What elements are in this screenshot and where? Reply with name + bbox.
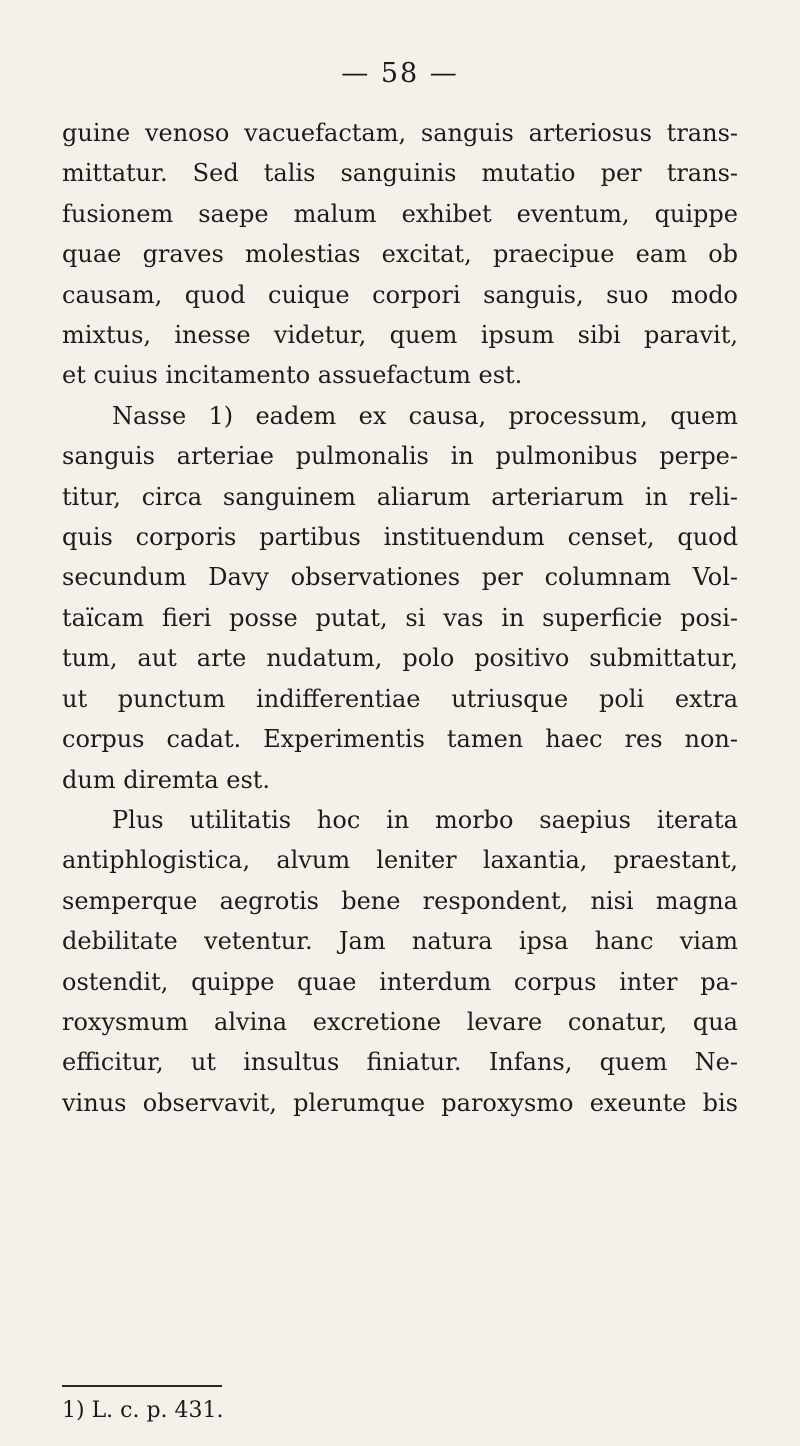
text-line: titur, circa sanguinem aliarum arteriarum in reli-: [62, 482, 738, 511]
text-line: antiphlogistica, alvum leniter laxantia, praestant,: [62, 846, 738, 875]
text-line: et cuius incitamento assuefactum est.: [62, 361, 523, 390]
text-line: tum, aut arte nudatum, polo positivo submittatur,: [62, 644, 738, 673]
text-line: causam, quod cuique corpori sanguis, suo modo: [62, 280, 738, 309]
text-line: ostendit, quippe quae interdum corpus inter pa-: [62, 967, 738, 996]
text-line: secundum Davy observationes per columnam Vol-: [62, 563, 738, 592]
text-line: fusionem saepe malum exhibet eventum, quippe: [62, 199, 738, 228]
text-line: semperque aegrotis bene respondent, nisi magna: [62, 886, 738, 915]
text-line: mittatur. Sed talis sanguinis mutatio per trans-: [62, 159, 738, 188]
body-text: [62, 113, 738, 1123]
paragraph: [62, 113, 738, 396]
footnote: 1) L. c. p. 431.: [62, 1398, 224, 1423]
text-line: mixtus, inesse videtur, quem ipsum sibi paravit,: [62, 321, 738, 350]
text-line: quae graves molestias excitat, praecipue eam ob: [62, 240, 738, 269]
text-line: quis corporis partibus instituendum censet, quod: [62, 523, 738, 552]
text-line: guine venoso vacuefactam, sanguis arteriosus trans-: [62, 119, 738, 147]
text-line: roxysmum alvina excretione levare conatur, qua: [62, 1007, 738, 1036]
text-line: taïcam fieri posse putat, si vas in superficie posi-: [62, 603, 738, 632]
text-line: debilitate vetentur. Jam natura ipsa hanc viam: [62, 927, 738, 956]
text-line: efficitur, ut insultus finiatur. Infans, quem Ne-: [62, 1048, 738, 1077]
paragraph: [62, 396, 738, 800]
text-line: corpus cadat. Experimentis tamen haec res non-: [62, 725, 738, 754]
text-line: ut punctum indifferentiae utriusque poli extra: [62, 684, 738, 713]
text-line: sanguis arteriae pulmonalis in pulmonibus perpe-: [62, 442, 738, 471]
text-line: vinus observavit, plerumque paroxysmo exeunte bis: [62, 1088, 738, 1117]
text-line: Plus utilitatis hoc in morbo saepius iterata: [112, 805, 738, 834]
text-line: dum diremta est.: [62, 765, 271, 794]
footnote-rule: [62, 1385, 222, 1387]
page-number: — 58 —: [341, 58, 459, 89]
paragraph: [62, 800, 738, 1123]
text-line: Nasse 1) eadem ex causa, processum, quem: [112, 401, 738, 430]
